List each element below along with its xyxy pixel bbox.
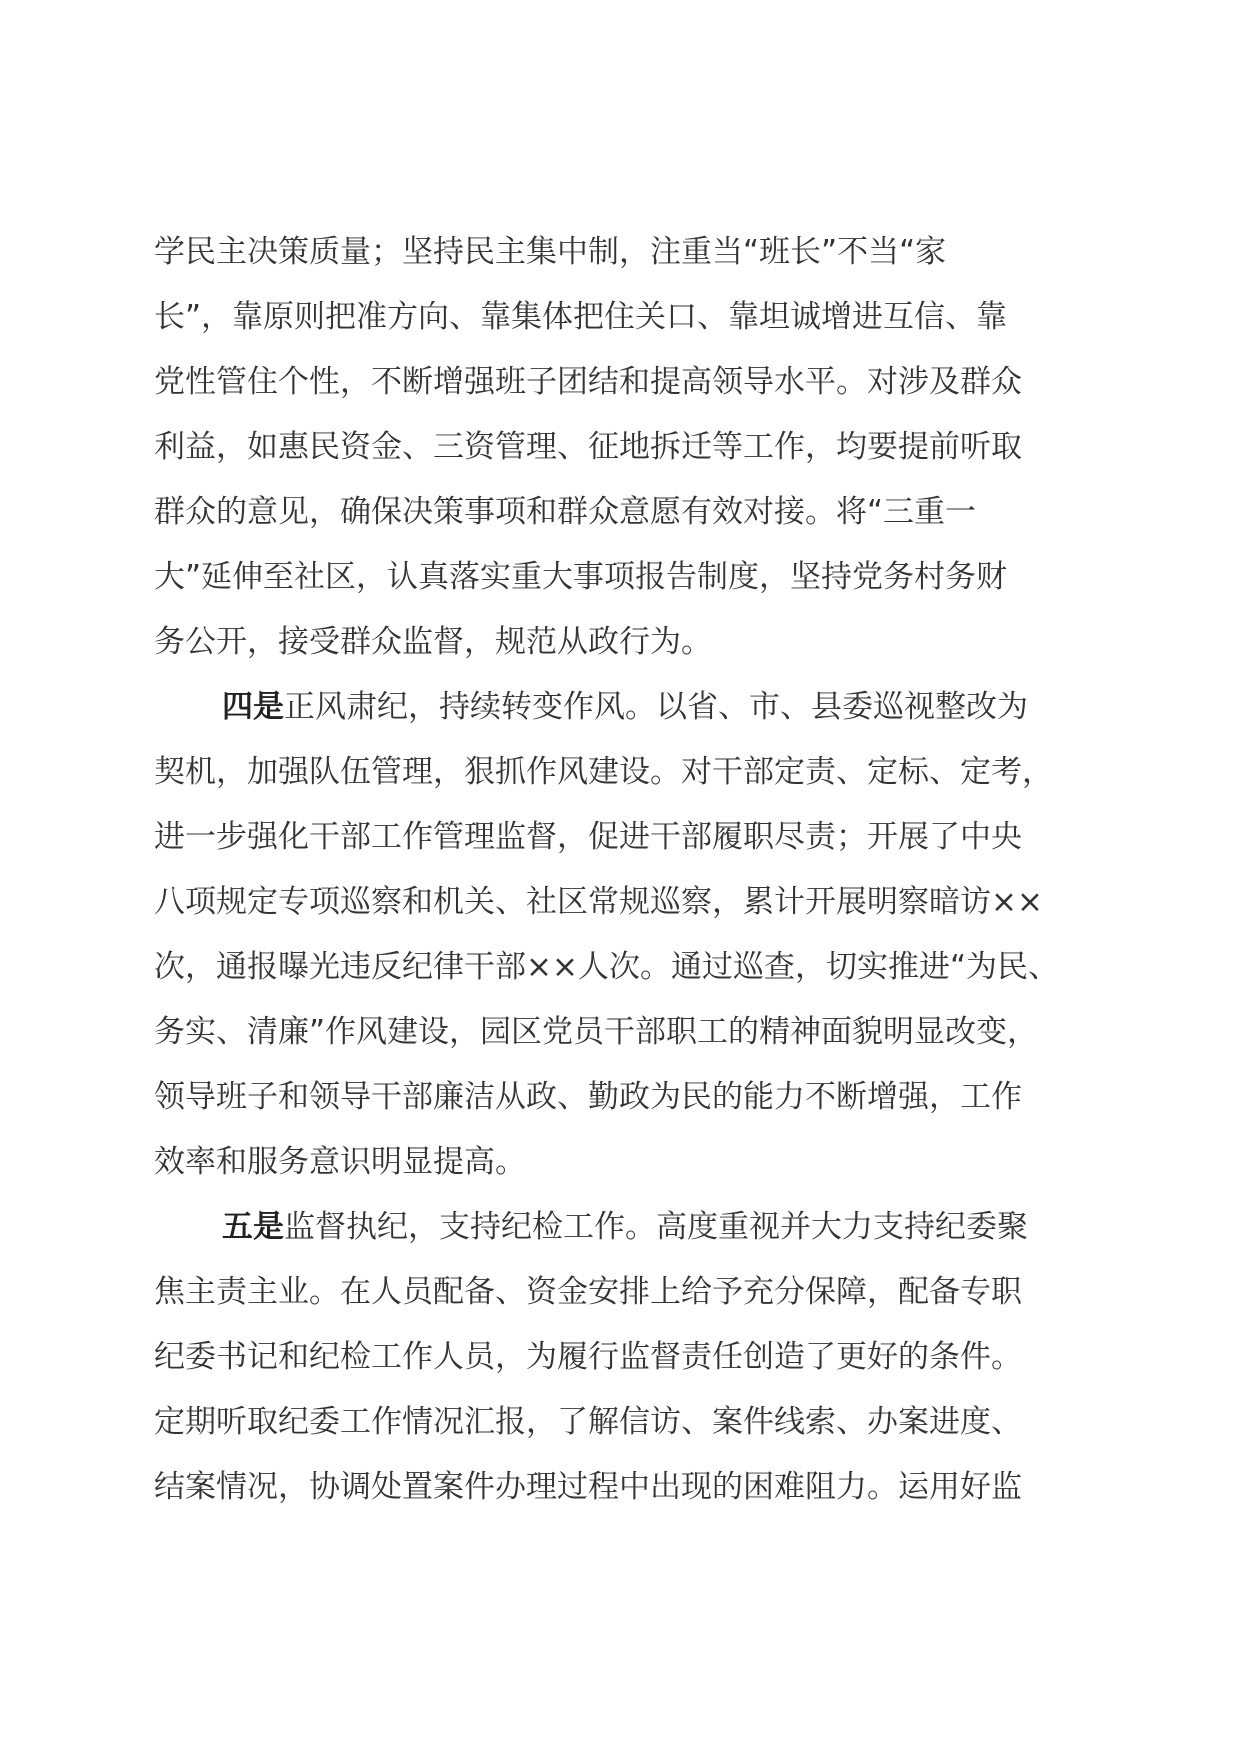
text-line: 长”，靠原则把准方向、靠集体把住关口、靠坦诚增进互信、靠	[154, 299, 1008, 335]
text-line: 务实、清廉”作风建设，园区党员干部职工的精神面貌明显改变，	[154, 1014, 1039, 1050]
text-line: 结案情况，协调处置案件办理过程中出现的困难阻力。运用好监	[154, 1469, 1022, 1505]
text-line: 利益，如惠民资金、三资管理、征地拆迁等工作，均要提前听取	[154, 429, 1022, 465]
text-line: 进一步强化干部工作管理监督，促进干部履职尽责；开展了中央	[154, 819, 1022, 855]
paragraph-first-line-text: 正风肃纪，持续转变作风。以省、市、县委巡视整改为	[284, 689, 1028, 725]
text-line: 党性管住个性，不断增强班子团结和提高领导水平。对涉及群众	[154, 364, 1022, 400]
text-line: 次，通报曝光违反纪律干部××人次。通过巡查，切实推进“为民、	[154, 949, 1060, 985]
paragraph-first-line	[154, 1195, 1114, 1260]
paragraph-lead-heading: 四是	[222, 689, 284, 725]
body-text	[154, 220, 1114, 1520]
text-line: 定期听取纪委工作情况汇报，了解信访、案件线索、办案进度、	[154, 1404, 1022, 1440]
paragraph-first-line	[154, 675, 1114, 740]
text-line: 领导班子和领导干部廉洁从政、勤政为民的能力不断增强，工作	[154, 1079, 1022, 1115]
text-line: 群众的意见，确保决策事项和群众意愿有效对接。将“三重一	[154, 494, 977, 530]
text-line: 八项规定专项巡察和机关、社区常规巡察，累计开展明察暗访××	[154, 884, 1043, 920]
text-line: 契机，加强队伍管理，狠抓作风建设。对干部定责、定标、定考，	[154, 754, 1053, 790]
text-line: 纪委书记和纪检工作人员，为履行监督责任创造了更好的条件。	[154, 1339, 1022, 1375]
text-line: 焦主责主业。在人员配备、资金安排上给予充分保障，配备专职	[154, 1274, 1022, 1310]
paragraph-lead-heading: 五是	[222, 1209, 284, 1245]
text-line: 务公开，接受群众监督，规范从政行为。	[154, 624, 712, 660]
text-line: 效率和服务意识明显提高。	[154, 1144, 526, 1180]
paragraph-first-line-text: 监督执纪，支持纪检工作。高度重视并大力支持纪委聚	[284, 1209, 1028, 1245]
text-line: 学民主决策质量；坚持民主集中制，注重当“班长”不当“家	[154, 234, 947, 270]
text-line: 大”延伸至社区，认真落实重大事项报告制度，坚持党务村务财	[154, 559, 1008, 595]
